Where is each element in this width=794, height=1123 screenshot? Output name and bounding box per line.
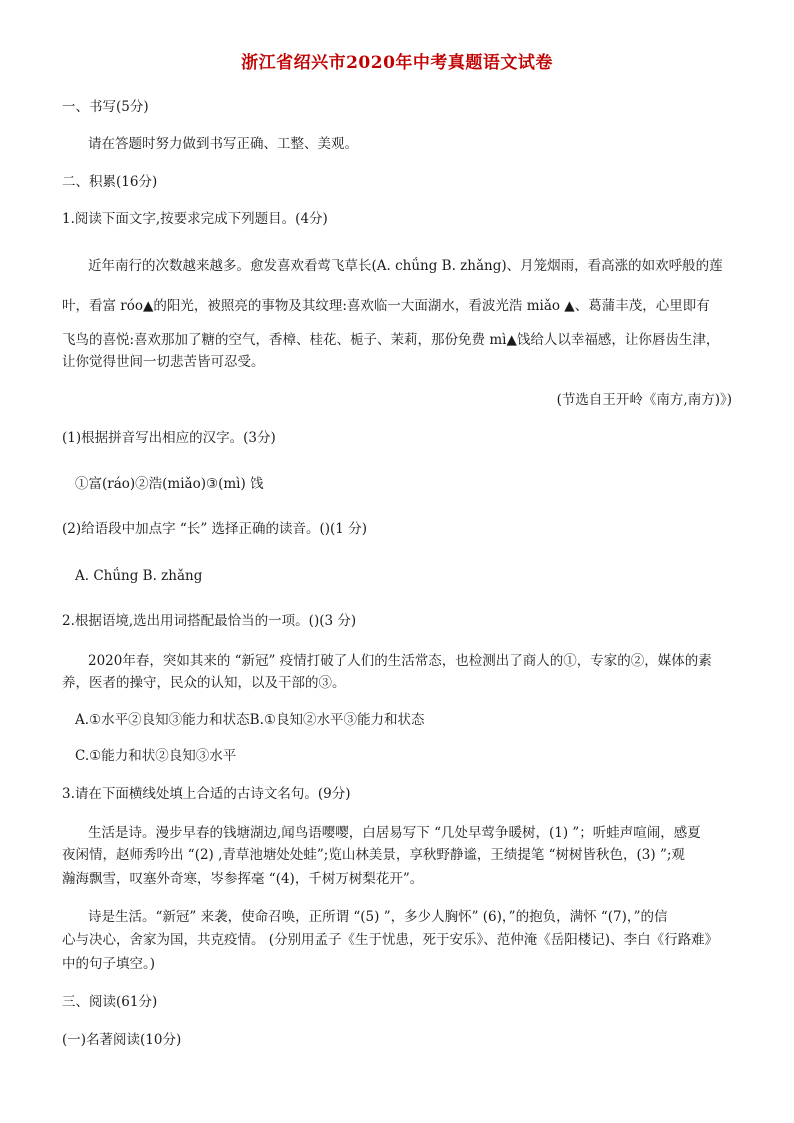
- paragraph-line: 飞鸟的喜悦:喜欢那加了糖的空气，香樟、桂花、栀子、茉莉，那份免费 mì▲饯给人以幸福感，让你唇齿生津，: [62, 332, 720, 348]
- paragraph-line: 生活是诗。漫步早春的钱塘湖边,闻鸟语嘤嘤，白居易写下 “几处早莺争暖树，(1) ”；听蛙声喧闹，感夏: [88, 825, 701, 841]
- paragraph-line: 让你觉得世间一切悲苦皆可忍受。: [62, 354, 265, 370]
- section-heading: 一、书写(5分): [62, 99, 149, 115]
- option-line: A. Chǘng B. zhǎng: [75, 568, 203, 584]
- question-line: (1)根据拼音写出相应的汉字。(3分): [62, 430, 276, 446]
- section-heading: 三、阅读(61分): [62, 994, 158, 1010]
- subsection-heading: (一)名著阅读(10分): [62, 1032, 182, 1048]
- source-citation: (节选自王开岭《南方,南方)》): [556, 392, 732, 408]
- paragraph-line: 瀚海飘雪，叹塞外奇寒，岑参挥毫 “(4)，千树万树梨花开”。: [62, 871, 424, 887]
- paragraph-line: 请在答题时努力做到书写正确、工整、美观。: [88, 136, 358, 152]
- paragraph-line: 诗是生活。“新冠” 来袭，使命召唤，正所谓 “(5) ”，多少人胸怀” (6)，”的抱负，满怀 “(7)，”的信: [88, 909, 668, 925]
- question-line: 1.阅读下面文字,按要求完成下列题目。(4分): [62, 211, 328, 227]
- option-line: C.①能力和状②良知③水平: [75, 748, 237, 764]
- paragraph-line: 中的句子填空。): [62, 956, 156, 972]
- paragraph-line: 叶，看富 róo▲的阳光，被照亮的事物及其纹理:喜欢临一大面湖水，看波光浩 miǎo ▲、葛蒲丰茂，心里即有: [62, 298, 710, 314]
- paragraph-line: 养，医者的操守，民众的认知，以及干部的③。: [62, 675, 346, 691]
- question-line: 3.请在下面横线处填上合适的古诗文名句。(9分): [62, 786, 351, 802]
- paragraph-line: 心与决心，舍家为国，共克疫情。 (分别用孟子《生于忧患，死于安乐》、范仲淹《岳阳楼记)、李白《行路难》: [62, 932, 719, 948]
- question-line: 2.根据语境,选出用词搭配最恰当的一项。()(3 分): [62, 613, 357, 629]
- option-line: A.①水平②良知③能力和状态B.①良知②水平③能力和状态: [75, 712, 425, 728]
- paragraph-line: 近年南行的次数越来越多。愈发喜欢看莺飞草长(A. chǘng B. zhǎng)、月笼烟雨，看高涨的如欢呼般的莲: [88, 258, 723, 274]
- page-title: 浙江省绍兴市2020年中考真题语文试卷: [241, 53, 553, 73]
- answer-line: ①富(ráo)②浩(miǎo)③(mì) 饯: [75, 476, 264, 492]
- paragraph-line: 夜闲情，赵师秀吟出 “(2) ,青草池塘处处蛙”;览山林美景，享秋野静谧，王绩提笔 “树树皆秋色，(3) ”;观: [62, 847, 685, 863]
- question-line: (2)给语段中加点字 “长” 选择正确的读音。()(1 分): [62, 521, 367, 537]
- section-heading: 二、积累(16分): [62, 174, 158, 190]
- paragraph-line: 2020年春，突如其来的 “新冠” 疫情打破了人们的生活常态，也检测出了商人的①，专家的②，媒体的素: [88, 653, 712, 669]
